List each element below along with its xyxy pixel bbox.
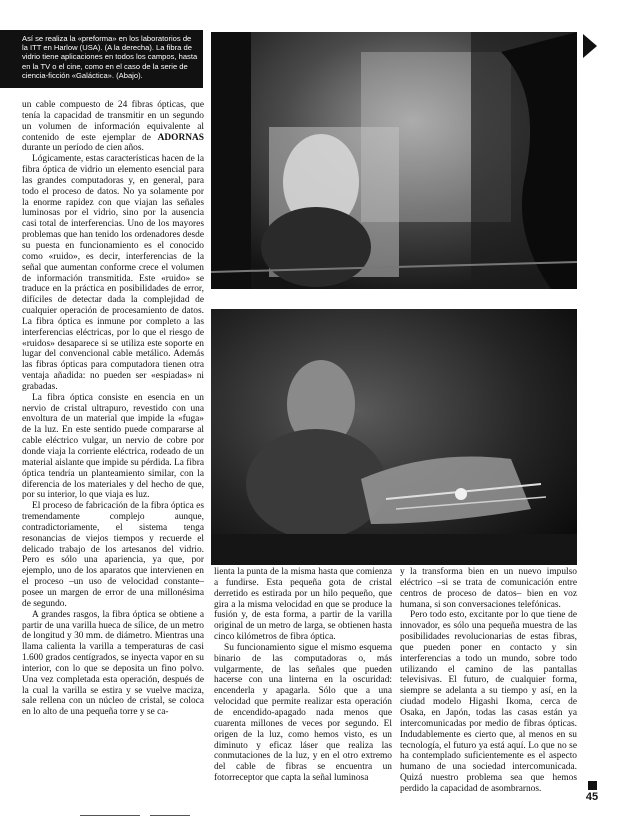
- photo-caption: [0, 30, 203, 88]
- column2-paragraph-2: Su funcionamiento sigue el mismo esquema binario de las computadoras o, más vulgarmente, de las señales que pueden hacerse con una linterna en la oscuridad: encenderla y apagarla. Sólo que a una velocidad que permite realizar esta operación de encendido-apagado nada menos que cuarenta millones de veces por segundo. El origen de la luz, como hemos visto, es un diminuto y eficaz láser que realiza las conmutaciones de la luz, y en el otro extremo del cable de fibras se encuentra un fotorreceptor que capta la señal luminosa: [214, 642, 392, 784]
- magazine-name: ADORNAS: [157, 132, 204, 143]
- footer-rule-right: [150, 815, 190, 816]
- page-marker-icon: [588, 781, 597, 790]
- column1-paragraph-2: Lógicamente, estas características hacen de la fibra óptica de vidrio un elemento esencial para las grandes computadoras y, en general, para todo el proceso de datos. No ya solamente por la enorme rapidez con que viajan las señales luminosas por el vidrio, sino por la ausencia casi total de interferencias. Uno de los mayores problemas que han tenido los ordenadores desde su puesta en funcionamiento es el conocido como «ruido», es decir, interferencias de la señal que aumentan conforme crece el volumen de información transmitida. Este «ruido» se traduce en la práctica en posibilidades de error, difíciles de detectar dada la complejidad de cualquier operación de procesamiento de datos. La fibra óptica es inmune por completo a las interferencias eléctricas, por lo que el riesgo de «ruidos» desaparece si se utiliza este soporte en lugar del convencional cable metálico. Además las fibras ópticas para computadora tienen otra ventaja añadida: no pueden ser «espiadas» ni grabadas.: [22, 154, 204, 392]
- column1-paragraph-5: A grandes rasgos, la fibra óptica se obtiene a partir de una varilla hueca de sílice, de un metro de longitud y 30 mm. de diámetro. Mientras una llama calienta la varilla a temperaturas de casi 1.600 grados centígrados, se inyecta vapor en su interior, con lo que se deposita un fino polvo. Una vez completada esta operación, después de la cual la varilla se estira y se vuelve maciza, sale rellena con un núcleo de cristal, se coloca en lo alto de una pequeña torre y se ca-: [22, 609, 204, 718]
- footer-rule-left: [80, 815, 140, 816]
- text-column-2: [214, 567, 392, 817]
- column3-paragraph-1: y la transforma bien en un nuevo impulso eléctrico –si se trata de comunicación entre centros de proceso de datos– bien en voz humana, si son conversaciones telefónicas.: [400, 567, 577, 610]
- column1-paragraph-4: El proceso de fabricación de la fibra óptica es tremendamente complejo aunque, contradictoriamente, el sistema tenga resonancias de viejos tiempos y recuerde el delicado trabajo de los artesanos del vidrio. Pero es sólo una apariencia, ya que, por ejemplo, uno de los aparatos que intervienen en el proceso –un uso de velocidad constante– posee un margen de error de una millonésima de segundo.: [22, 501, 204, 609]
- continue-arrow-icon: [583, 34, 597, 58]
- photo-laboratory-preforma: [211, 32, 577, 289]
- page-number: 45: [585, 791, 599, 803]
- column3-paragraph-2: Pero todo esto, excitante por lo que tiene de innovador, es sólo una pequeña muestra de las posibilidades revolucionarias de estas fibras, que pueden poner en contacto y sin interferencias a todo un mundo, sobre todo utilizando el camino de las pantallas televisivas. El futuro, de cualquier forma, siempre se adelanta a su tiempo y así, en la ciudad modelo Higashi Ikoma, cerca de Osaka, en Japón, todas las casas están ya intercomunicadas por medio de fibras ópticas. Indudablemente es cierto que, al menos en su tecnología, el futuro ya está aquí. Lo que no se ha contemplado suficientemente es el aspecto humano de una sociedad intercomunicada. Quizá nuestro problema sea que hemos perdido la capacidad de asombrarnos.: [400, 610, 577, 794]
- text-column-1: [22, 100, 204, 818]
- page-number-box: [581, 781, 603, 807]
- column1-paragraph-1: un cable compuesto de 24 fibras ópticas, que tenía la capacidad de transmitir en un segundo un volumen de información equivalente al contenido de este ejemplar de ADORNAS durante un período de cien años.: [22, 100, 204, 154]
- column1-paragraph-3: La fibra óptica consiste en esencia en un nervio de cristal ultrapuro, revestido con una envoltura de un material que impide la «fuga» de la luz. En este sentido puede compararse al cable eléctrico vulgar, un nervio de cobre por donde viaja la corriente eléctrica, rodeado de un material aislante que impide su pérdida. La fibra óptica tendría un planteamiento similar, con la diferencia de los materiales y del hecho de que, por su interior, lo que viaja es luz.: [22, 392, 204, 501]
- photo-galactica-scene: [211, 309, 577, 565]
- photo-caption-text: Así se realiza la «preforma» en los laboratorios de la ITT en Harlow (USA). (A la derecha). La fibra de vidrio tiene aplicaciones en todos los campos, hasta en la TV o el cine, como en el caso de la serie de ciencia-ficción «Galáctica». (Abajo).: [22, 34, 198, 80]
- column2-paragraph-1: lienta la punta de la misma hasta que comienza a fundirse. Esta pequeña gota de cristal derretido es estirada por un hilo pequeño, que gira a la misma velocidad en que se produce la fusión y, de esta forma, a partir de la varilla original de un metro de larga, se obtienen hasta cinco kilómetros de fibra óptica.: [214, 567, 392, 643]
- text-column-3: [400, 567, 577, 817]
